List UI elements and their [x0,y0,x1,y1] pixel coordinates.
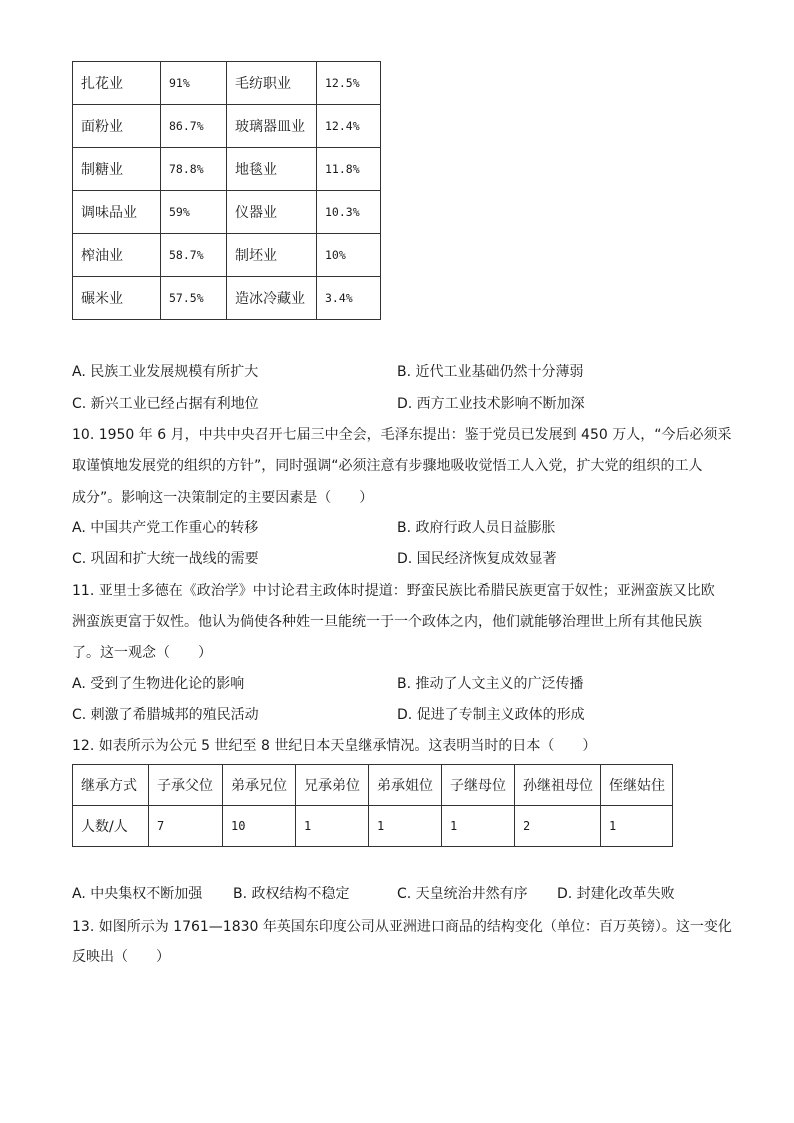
q10-option-a[interactable]: A. 中国共产党工作重心的转移 [72,520,259,536]
industry-table-row [73,62,381,105]
q11-stem-line1: 11. 亚里士多德在《政治学》中讨论君主政体时提道：野蛮民族比希腊民族更富于奴性；亚洲蛮族又比欧 [72,583,715,599]
q10-stem-line1: 10. 1950 年 6 月，中共中央召开七届三中全会，毛泽东提出：鉴于党员已发展到 450 万人，“今后必须采 [72,427,732,443]
industry-share-cell: 91% [161,62,227,105]
industry-table-row [73,148,381,191]
q12-option-b[interactable]: B. 政权结构不稳定 [233,886,350,902]
succession-header-cell: 子承父位 [149,765,223,806]
industry-table-row [73,277,381,320]
industry-share-cell: 10.3% [317,191,381,234]
industry-name-cell: 面粉业 [73,105,161,148]
succession-value-cell: 1 [442,806,515,847]
q11-stem-line2: 洲蛮族更富于奴性。他认为倘使各种姓一旦能统一于一个政体之内，他们就能够治理世上所有其他民族 [72,614,702,630]
succession-table [72,764,673,847]
q10-stem-line2: 取谨慎地发展党的组织的方针”，同时强调“必须注意有步骤地吸收觉悟工人入党，扩大党的组织的工人 [72,458,703,474]
industry-name-cell: 制糖业 [73,148,161,191]
q10-option-b[interactable]: B. 政府行政人员日益膨胀 [397,520,556,536]
q11-option-d[interactable]: D. 促进了专制主义政体的形成 [397,707,585,723]
q11-stem-line3: 了。这一观念（ ） [72,645,212,661]
industry-share-cell: 12.4% [317,105,381,148]
succession-header-row [73,765,673,806]
succession-value-cell: 1 [296,806,369,847]
succession-value-cell: 10 [223,806,296,847]
succession-value-cell: 人数/人 [73,806,149,847]
q9-option-b[interactable]: B. 近代工业基础仍然十分薄弱 [397,364,584,380]
q12-option-c[interactable]: C. 天皇统治井然有序 [397,886,528,902]
succession-value-cell: 1 [369,806,442,847]
industry-share-cell: 10% [317,234,381,277]
q9-option-d[interactable]: D. 西方工业技术影响不断加深 [397,396,585,412]
q12-option-d[interactable]: D. 封建化改革失败 [557,886,675,902]
succession-header-cell: 侄继姑住 [601,765,673,806]
q12-option-a[interactable]: A. 中央集权不断加强 [72,886,203,902]
q10-stem-line3: 成分”。影响这一决策制定的主要因素是（ ） [72,490,374,506]
industry-share-cell: 12.5% [317,62,381,105]
q12-stem-line1: 12. 如表所示为公元 5 世纪至 8 世纪日本天皇继承情况。这表明当时的日本（ ） [72,738,597,754]
succession-value-cell: 7 [149,806,223,847]
q11-option-a[interactable]: A. 受到了生物进化论的影响 [72,676,245,692]
industry-name-cell: 制坯业 [227,234,317,277]
succession-value-row [73,806,673,847]
q9-option-a[interactable]: A. 民族工业发展规模有所扩大 [72,364,259,380]
industry-share-cell: 11.8% [317,148,381,191]
q13-stem-line1: 13. 如图所示为 1761—1830 年英国东印度公司从亚洲进口商品的结构变化（单位：百万英镑）。这一变化 [72,919,732,935]
industry-table-row [73,234,381,277]
succession-header-cell: 兄承弟位 [296,765,369,806]
industry-share-cell: 59% [161,191,227,234]
industry-name-cell: 毛纺职业 [227,62,317,105]
industry-name-cell: 造冰冷藏业 [227,277,317,320]
industry-share-table [72,61,381,320]
succession-header-cell: 子继母位 [442,765,515,806]
industry-share-cell: 3.4% [317,277,381,320]
industry-name-cell: 调味品业 [73,191,161,234]
q11-option-b[interactable]: B. 推动了人文主义的广泛传播 [397,676,584,692]
succession-header-cell: 弟承姐位 [369,765,442,806]
industry-name-cell: 地毯业 [227,148,317,191]
industry-share-cell: 57.5% [161,277,227,320]
q9-option-c[interactable]: C. 新兴工业已经占据有利地位 [72,396,259,412]
industry-name-cell: 仪器业 [227,191,317,234]
q10-option-d[interactable]: D. 国民经济恢复成效显著 [397,551,557,567]
industry-share-cell: 86.7% [161,105,227,148]
industry-name-cell: 榨油业 [73,234,161,277]
q13-stem-line2: 反映出（ ） [72,949,170,965]
industry-table-row [73,105,381,148]
q10-option-c[interactable]: C. 巩固和扩大统一战线的需要 [72,551,259,567]
q11-option-c[interactable]: C. 刺激了希腊城邦的殖民活动 [72,707,259,723]
succession-header-cell: 继承方式 [73,765,149,806]
succession-value-cell: 2 [515,806,601,847]
succession-header-cell: 弟承兄位 [223,765,296,806]
succession-header-cell: 孙继祖母位 [515,765,601,806]
industry-name-cell: 玻璃器皿业 [227,105,317,148]
succession-value-cell: 1 [601,806,673,847]
industry-table-row [73,191,381,234]
industry-share-cell: 78.8% [161,148,227,191]
industry-name-cell: 碾米业 [73,277,161,320]
industry-name-cell: 扎花业 [73,62,161,105]
industry-share-cell: 58.7% [161,234,227,277]
